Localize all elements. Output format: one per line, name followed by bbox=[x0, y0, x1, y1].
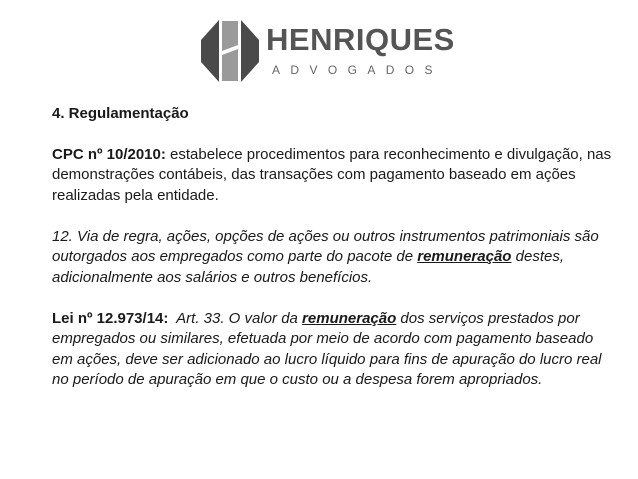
cpc-label: CPC nº 10/2010: bbox=[52, 145, 166, 163]
cpc-paragraph bbox=[52, 145, 612, 207]
lei-keyword: remuneração bbox=[302, 309, 397, 327]
item12-paragraph bbox=[52, 227, 612, 289]
logo-name: HENRIQUES bbox=[266, 22, 455, 57]
slide-heading: 4. Regulamentação bbox=[52, 105, 189, 122]
lei-text-after: dos serviços prestados por empregados ou similares, efetuada por meio de acordo com pagamento baseado em ações, deve ser adicionado ao lucro líquido para fins de apuração do lucro real no período de apuração em que o custo ou a despesa forem apropriados. bbox=[52, 309, 602, 388]
lei-paragraph bbox=[52, 309, 612, 391]
lei-label: Lei nº 12.973/14: bbox=[52, 309, 169, 327]
item12-keyword: remuneração bbox=[417, 248, 512, 265]
lei-text-before: Art. 33. O valor da bbox=[168, 309, 303, 327]
logo-subtitle: ADVOGADOS bbox=[272, 63, 443, 77]
cpc-text: estabelece procedimentos para reconhecimento e divulgação, nas demonstrações contábeis, das transações com pagamento baseado em ações realizadas pela entidade. bbox=[52, 145, 612, 204]
item12-text-before: 12. Via de regra, ações, opções de ações ou outros instrumentos patrimoniais são outorgados aos empregados como parte do pacote de bbox=[52, 227, 599, 265]
item12-text-after: destes, adicionalmente aos salários e outros benefícios. bbox=[52, 248, 564, 286]
h-diamond-logo-icon bbox=[200, 18, 260, 84]
slide-content bbox=[52, 104, 612, 411]
henriques-logo bbox=[200, 18, 455, 84]
